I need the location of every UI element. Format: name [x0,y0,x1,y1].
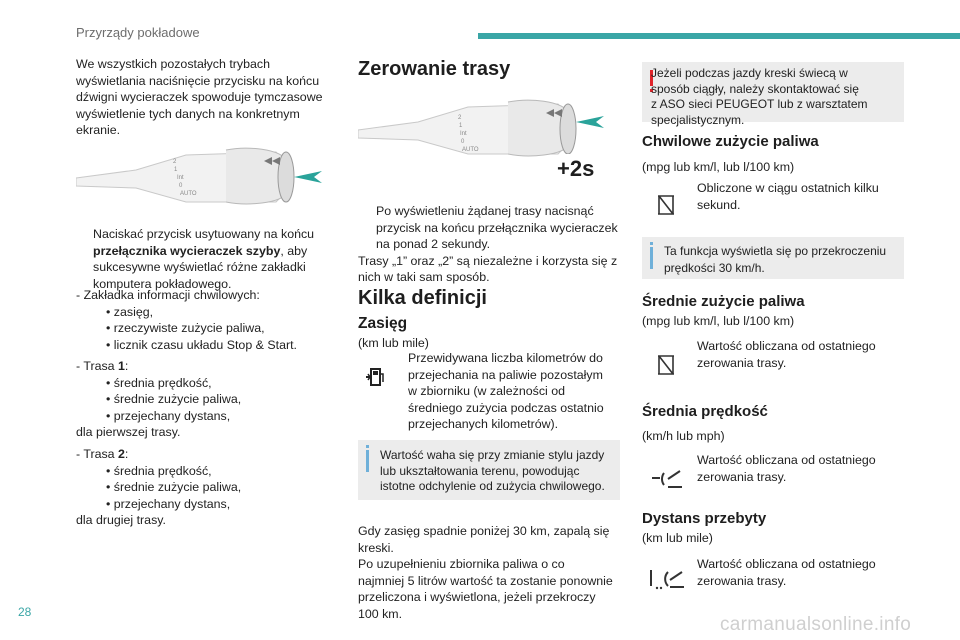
hold-duration-badge: +2s [557,156,595,181]
list-item: • przejechany dystans, [106,496,231,511]
definitions-heading: Kilka definicji [358,287,487,309]
watermark: carmanualsonline.info [720,614,912,635]
list-item: • licznik czasu układu Stop & Start. [106,337,297,352]
reset-instruction: Po wyświetleniu żądanej trasy nacisnąć przycisk na końcu przełącznika wycieraczek na ponad 2 sekundy. Trasy „1” oraz „2” są niezależne i korzysta się z nich w taki sam sposób. [358,204,618,284]
warning-note: Jeżeli podczas jazdy kreski świecą w sposób ciągły, należy skontaktować się z ASO sieci PEUGEOT lub z warsztatem specjalistycznym. [642,62,904,122]
info-bar [366,450,369,472]
info-note-range: Wartość waha się przy zmianie stylu jazdy lub ukształtowania terenu, powodując istotne odchylenie od zużycia chwilowego. [358,440,620,500]
average-consumption-unit: (mpg lub km/l, lub l/100 km) [642,314,795,328]
press-arrow-icon [294,171,322,183]
info-note-speed: Ta funkcja wyświetla się po przekroczeniu prędkości 30 km/h. [642,237,904,279]
average-consumption-icon [655,353,677,377]
stalk-label: AUTO [180,191,197,197]
list-item: • średnia prędkość, [106,463,212,478]
list-item: • przejechany dystans, [106,408,231,423]
range-heading: Zasięg [358,315,408,332]
average-consumption-heading: Średnie zużycie paliwa [642,293,805,310]
stalk-label: AUTO [462,147,479,153]
instant-consumption-icon [655,193,677,217]
average-speed-icon [650,467,684,491]
reset-trip-heading: Zerowanie trasy [358,58,511,80]
trip2-list: - Trasa 2: • średnia prędkość, • średnie zużycie paliwa, • przejechany dystans, dla drugiej trasy. [76,446,338,529]
range-description: Przewidywana liczba kilometrów do przejechania na paliwie pozostałym w zbiorniku (w zależności od średniego zużycia podczas ostatnio przejechanych kilometrów). [408,351,604,431]
distance-description: Wartość obliczana od ostatniego zerowania trasy. [697,557,876,588]
list-item: • zasięg, [106,304,154,319]
list-item: • rzeczywiste zużycie paliwa, [106,321,265,335]
distance-unit: (km lub mile) [642,531,713,545]
stalk-label: 0 [179,183,183,189]
stalk-label: Int [460,131,467,137]
instant-consumption-description: Obliczone w ciągu ostatnich kilku sekund. [697,181,879,212]
stalk-label: 2 [173,159,177,165]
instant-consumption-heading: Chwilowe zużycie paliwa [642,133,819,150]
average-consumption-description: Wartość obliczana od ostatniego zerowania trasy. [697,339,876,370]
press-arrow-icon [576,116,604,128]
distance-heading: Dystans przebyty [642,510,767,527]
page-number: 28 [18,605,32,619]
list-item: • średnia prędkość, [106,375,212,390]
list-item: • średnie zużycie paliwa, [106,480,242,494]
stalk-label: 1 [174,167,178,173]
instant-consumption-unit: (mpg lub km/l, lub l/100 km) [642,160,795,174]
wiper-stalk-illustration [76,140,331,210]
press-instruction: Naciskać przycisk usytuowany na końcu przełącznika wycieraczek szyby, aby sukcesywne wyświetlać różne zakładki komputera pokładowego. [93,227,315,291]
low-fuel-paragraph: Gdy zasięg spadnie poniżej 30 km, zapalą się kreski. Po uzupełnieniu zbiornika paliwa o co najmniej 5 litrów wartość ta zostanie ponownie przeliczona i wyświetlona, jeżeli przekroczy 100 km. [358,524,613,621]
range-unit: (km lub mile) [358,336,429,350]
stalk-label: 1 [459,123,463,129]
trip1-list: - Trasa 1: • średnia prędkość, • średnie zużycie paliwa, • przejechany dystans, dla pierwszej trasy. [76,358,338,441]
distance-travelled-icon [648,566,688,592]
fuel-pump-range-icon [366,366,388,388]
info-icon [366,445,369,448]
tab-info-list: - Zakładka informacji chwilowych: • zasięg, • rzeczywiste zużycie paliwa, • licznik czasu układu Stop & Start. [76,287,338,353]
info-bar [650,247,653,269]
header-accent-bar [478,33,960,39]
section-title: Przyrządy pokładowe [76,25,200,40]
stalk-label: 2 [458,115,462,121]
wiper-stalk-reset-illustration [358,92,613,187]
average-speed-heading: Średnia prędkość [642,403,768,420]
stalk-label: 0 [461,139,465,145]
info-icon [650,242,653,245]
average-speed-unit: (km/h lub mph) [642,429,725,443]
list-item: • średnie zużycie paliwa, [106,392,242,406]
average-speed-description: Wartość obliczana od ostatniego zerowania trasy. [697,453,876,484]
stalk-label: Int [177,175,184,181]
intro-paragraph: We wszystkich pozostałych trybach wyświetlania naciśnięcie przycisku na końcu dźwigni wycieraczek spowoduje tymczasowe wyświetlenie tych danych na konkretnym ekranie. [76,57,323,137]
